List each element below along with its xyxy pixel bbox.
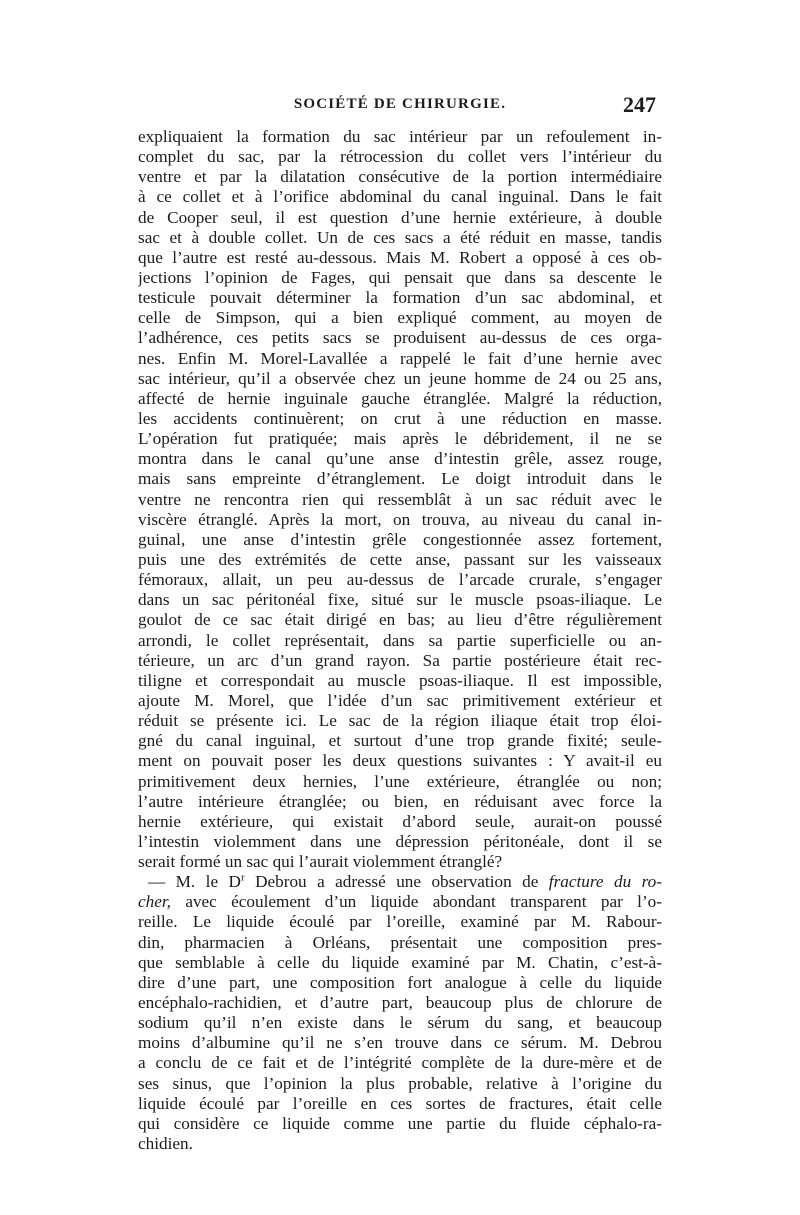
page-number: 247 <box>623 92 656 117</box>
text-line: hernie extérieure, qui existait d’abord seule, aurait-on poussé <box>138 811 662 831</box>
text-line-paragraph-end: chidien. <box>138 1134 193 1154</box>
text-line <box>138 892 662 912</box>
text-line: l’intestin violemment dans une dépression péritonéale, dont il se <box>138 831 662 851</box>
text-line: que l’autre est resté au-dessous. Mais M. Robert a opposé à ces ob- <box>138 247 662 267</box>
running-head <box>138 92 662 118</box>
text-line: puis une des extrémités de cette anse, passant sur les vaisseaux <box>138 549 662 569</box>
text-line: moins d’albumine qu’il ne s’en trouve dans ce sérum. M. Debrou <box>138 1033 662 1053</box>
text-line: sac intérieur, qu’il a observée chez un jeune homme de 24 ou 25 ans, <box>138 368 662 388</box>
text-line: ses sinus, que l’opinion la plus probable, relative à l’origine du <box>138 1073 662 1093</box>
text-line: guinal, une anse d’intestin grêle congestionnée assez fortement, <box>138 529 662 549</box>
superscript-r: r <box>240 872 245 884</box>
italic-title: cher, <box>138 892 171 912</box>
text-line: ventre et par la dilatation consécutive de la portion intermédiaire <box>138 167 662 187</box>
text-span: Debrou a adressé une observation de <box>244 872 549 892</box>
text-line: a conclu de ce fait et de l’intégrité complète de la dure-mère et de <box>138 1053 662 1073</box>
text-line: dans un sac péritonéal fixe, situé sur le muscle psoas-iliaque. Le <box>138 590 662 610</box>
text-line: mais sans empreinte d’étranglement. Le doigt introduit dans le <box>138 469 662 489</box>
text-line: fémoraux, allait, un peu au-dessus de l’arcade crurale, s’engager <box>138 570 662 590</box>
text-line: sodium qu’il n’en existe dans le sérum du sang, et beaucoup <box>138 1013 662 1033</box>
text-line-paragraph-end: serait formé un sac qui l’aurait violemment étranglé? <box>138 852 503 872</box>
text-line: sac et à double collet. Un de ces sacs a été réduit en masse, tandis <box>138 227 662 247</box>
text-line: ventre ne rencontra rien qui ressemblât à un sac réduit avec le <box>138 489 662 509</box>
text-line: liquide écoulé par l’oreille en ces sortes de fractures, était celle <box>138 1093 662 1113</box>
text-line: qui considère ce liquide comme une partie du fluide céphalo-ra- <box>138 1113 662 1133</box>
text-line: goulot de ce sac était dirigé en bas; au lieu d’être régulièrement <box>138 610 662 630</box>
text-line: jections l’opinion de Fages, qui pensait que dans sa descente le <box>138 267 662 287</box>
text-line: encéphalo-rachidien, et d’autre part, beaucoup plus de chlorure de <box>138 993 662 1013</box>
text-line: reille. Le liquide écoulé par l’oreille, examiné par M. Rabour- <box>138 912 662 932</box>
running-title: SOCIÉTÉ DE CHIRURGIE. <box>293 96 507 112</box>
text-line: arrondi, le collet représentait, dans sa partie superficielle ou an- <box>138 630 662 650</box>
text-line: din, pharmacien à Orléans, présentait une composition pres- <box>138 932 662 952</box>
text-line: dire d’une part, une composition fort analogue à celle du liquide <box>138 972 662 992</box>
text-line: viscère étranglé. Après la mort, on trouva, au niveau du canal in- <box>138 509 662 529</box>
text-line: montra dans le canal qu’une anse d’intestin grêle, assez rouge, <box>138 449 662 469</box>
text-line: nes. Enfin M. Morel-Lavallée a rappelé le fait d’une hernie avec <box>138 348 662 368</box>
text-line: tiligne et correspondait au muscle psoas-iliaque. Il est impossible, <box>138 670 662 690</box>
text-line: térieure, un arc d’un grand rayon. Sa partie postérieure était rec- <box>138 650 662 670</box>
text-line: l’adhérence, ces petits sacs se produisent au-dessus de ces orga- <box>138 328 662 348</box>
text-line: ajoute M. Morel, que l’idée d’un sac primitivement extérieur et <box>138 690 662 710</box>
text-line: testicule pouvait déterminer la formation d’un sac abdominal, et <box>138 288 662 308</box>
text-span: — M. le D <box>148 872 241 892</box>
text-line: réduit se présente ici. Le sac de la région iliaque était trop éloi- <box>138 711 662 731</box>
text-line: l’autre intérieure étranglée; ou bien, en réduisant avec force la <box>138 791 662 811</box>
text-span: avec écoulement d’un liquide abondant transparent par l’o- <box>170 892 662 912</box>
text-line: que semblable à celle du liquide examiné par M. Chatin, c’est-à- <box>138 952 662 972</box>
body-text <box>138 127 662 1154</box>
text-line: expliquaient la formation du sac intérieur par un refoulement in- <box>138 127 662 146</box>
text-line: gné du canal inguinal, et surtout d’une trop grande fixité; seule- <box>138 731 662 751</box>
italic-title: fracture du ro- <box>548 872 662 892</box>
text-line: primitivement deux hernies, l’une extérieure, étranglée ou non; <box>138 771 662 791</box>
text-line: affecté de hernie inguinale gauche étranglée. Malgré la réduction, <box>138 388 662 408</box>
text-line: L’opération fut pratiquée; mais après le débridement, il ne se <box>138 429 662 449</box>
text-line: les accidents continuèrent; on crut à une réduction en masse. <box>138 408 662 428</box>
text-line-paragraph-start <box>138 872 662 892</box>
text-line: de Cooper seul, il est question d’une hernie extérieure, à double <box>138 207 662 227</box>
text-line: celle de Simpson, qui a bien expliqué comment, au moyen de <box>138 308 662 328</box>
text-line: à ce collet et à l’orifice abdominal du canal inguinal. Dans le fait <box>138 187 662 207</box>
text-line: ment on pouvait poser les deux questions suivantes : Y avait-il eu <box>138 751 662 771</box>
text-line: complet du sac, par la rétrocession du collet vers l’intérieur du <box>138 147 662 167</box>
